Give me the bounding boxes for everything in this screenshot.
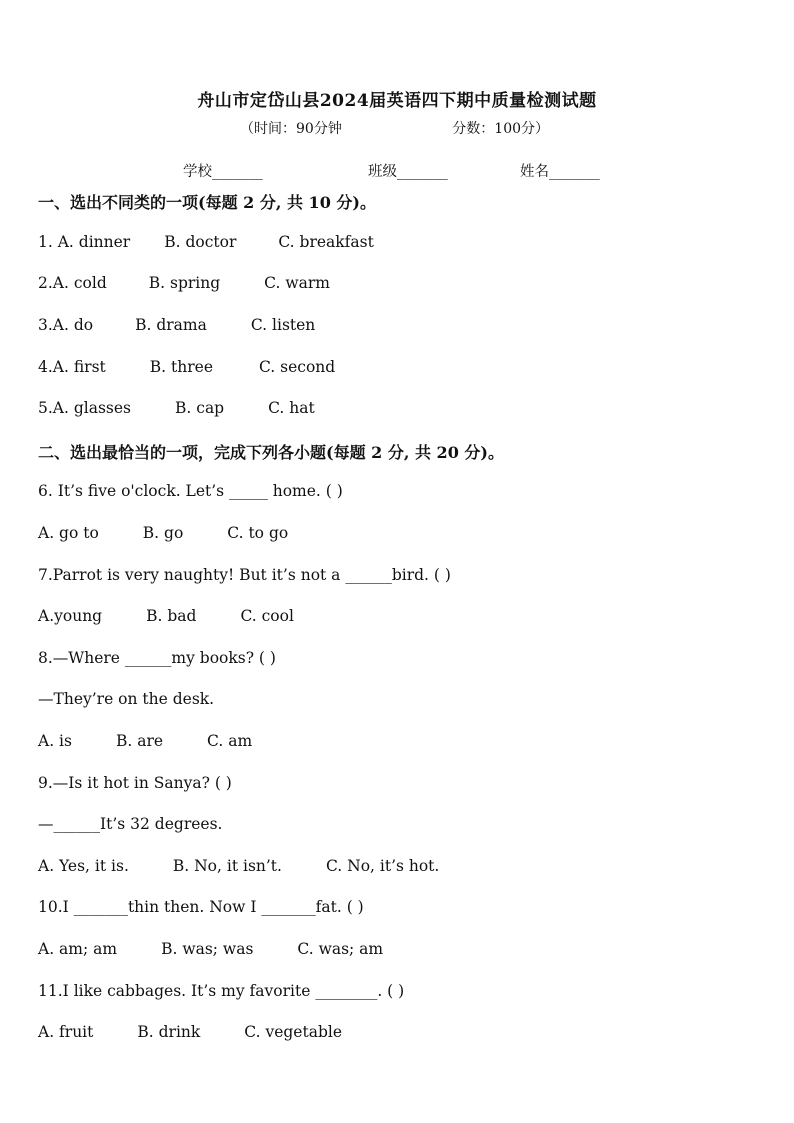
section2-heading: 二、选出最恰当的一项，完成下列各小题(每题 2 分, 共 20 分)。 [38,443,504,462]
question-number: 2. [38,274,53,292]
question-10-options [38,940,383,958]
time-limit: （时间：90分钟 [240,121,342,137]
class-field: 班级_______ [368,164,448,180]
option-c: C. warm [264,274,330,292]
question-number: 3. [38,316,53,334]
option-a: A. do [52,316,94,334]
option-c: C. listen [250,316,316,334]
question-5 [38,399,315,417]
total-score: 分数：100分） [452,121,550,137]
option-b: B. go [142,524,184,542]
option-b: B. doctor [164,233,237,251]
option-a: A. is [38,732,72,750]
question-8-options [38,732,252,750]
option-a: A. first [52,358,106,376]
question-11-stem: 11.I like cabbages. It’s my favorite ________. ( ) [38,982,405,1000]
option-b: B. are [115,732,164,750]
option-a: A. am; am [38,940,118,958]
school-field: 学校_______ [183,164,263,180]
question-number: 5. [38,399,53,417]
option-b: B. drink [137,1023,201,1041]
question-7-stem: 7.Parrot is very naughty! But it’s not a ______bird. ( ) [38,566,451,584]
option-c: C. cool [240,607,294,625]
question-6-stem: 6. It’s five o'clock. Let’s _____ home. ( ) [38,482,343,500]
option-c: C. vegetable [244,1023,343,1041]
question-10-stem: 10.I _______thin then. Now I _______fat. ( ) [38,898,364,916]
option-b: B. three [149,358,213,376]
question-number: 1. [38,233,58,251]
option-c: C. am [207,732,253,750]
section1-heading: 一、选出不同类的一项(每题 2 分, 共 10 分)。 [38,193,376,212]
option-b: B. was; was [161,940,254,958]
option-b: B. bad [146,607,197,625]
question-8-reply: —They’re on the desk. [38,690,215,708]
question-9-reply: —______It’s 32 degrees. [38,815,223,833]
option-a: A. Yes, it is. [38,857,129,875]
option-a: A. glasses [52,399,132,417]
option-c: C. hat [268,399,315,417]
option-b: B. No, it isn’t. [172,857,282,875]
option-a: A. dinner [57,233,131,251]
question-8-stem: 8.—Where ______my books? ( ) [38,649,276,667]
exam-subtitle [240,118,549,138]
option-b: B. drama [135,316,207,334]
option-c: C. second [259,358,336,376]
question-7-options [38,607,294,625]
option-b: B. spring [148,274,221,292]
question-number: 4. [38,358,53,376]
question-4 [38,358,335,376]
option-c: C. No, it’s hot. [325,857,440,875]
option-c: C. breakfast [278,233,374,251]
question-9-options [38,857,439,875]
option-c: C. was; am [297,940,384,958]
option-a: A.young [38,607,103,625]
name-field: 姓名_______ [520,164,600,180]
option-a: A. go to [38,524,99,542]
question-6-options [38,524,288,542]
question-1 [38,233,374,251]
question-2 [38,274,330,292]
option-a: A. cold [52,274,107,292]
option-a: A. fruit [38,1023,94,1041]
option-b: B. cap [175,399,225,417]
exam-title: 舟山市定岱山县2024届英语四下期中质量检测试题 [197,91,597,111]
question-11-options [38,1023,342,1041]
question-3 [38,316,315,334]
option-c: C. to go [227,524,289,542]
question-9-stem: 9.—Is it hot in Sanya? ( ) [38,774,232,792]
